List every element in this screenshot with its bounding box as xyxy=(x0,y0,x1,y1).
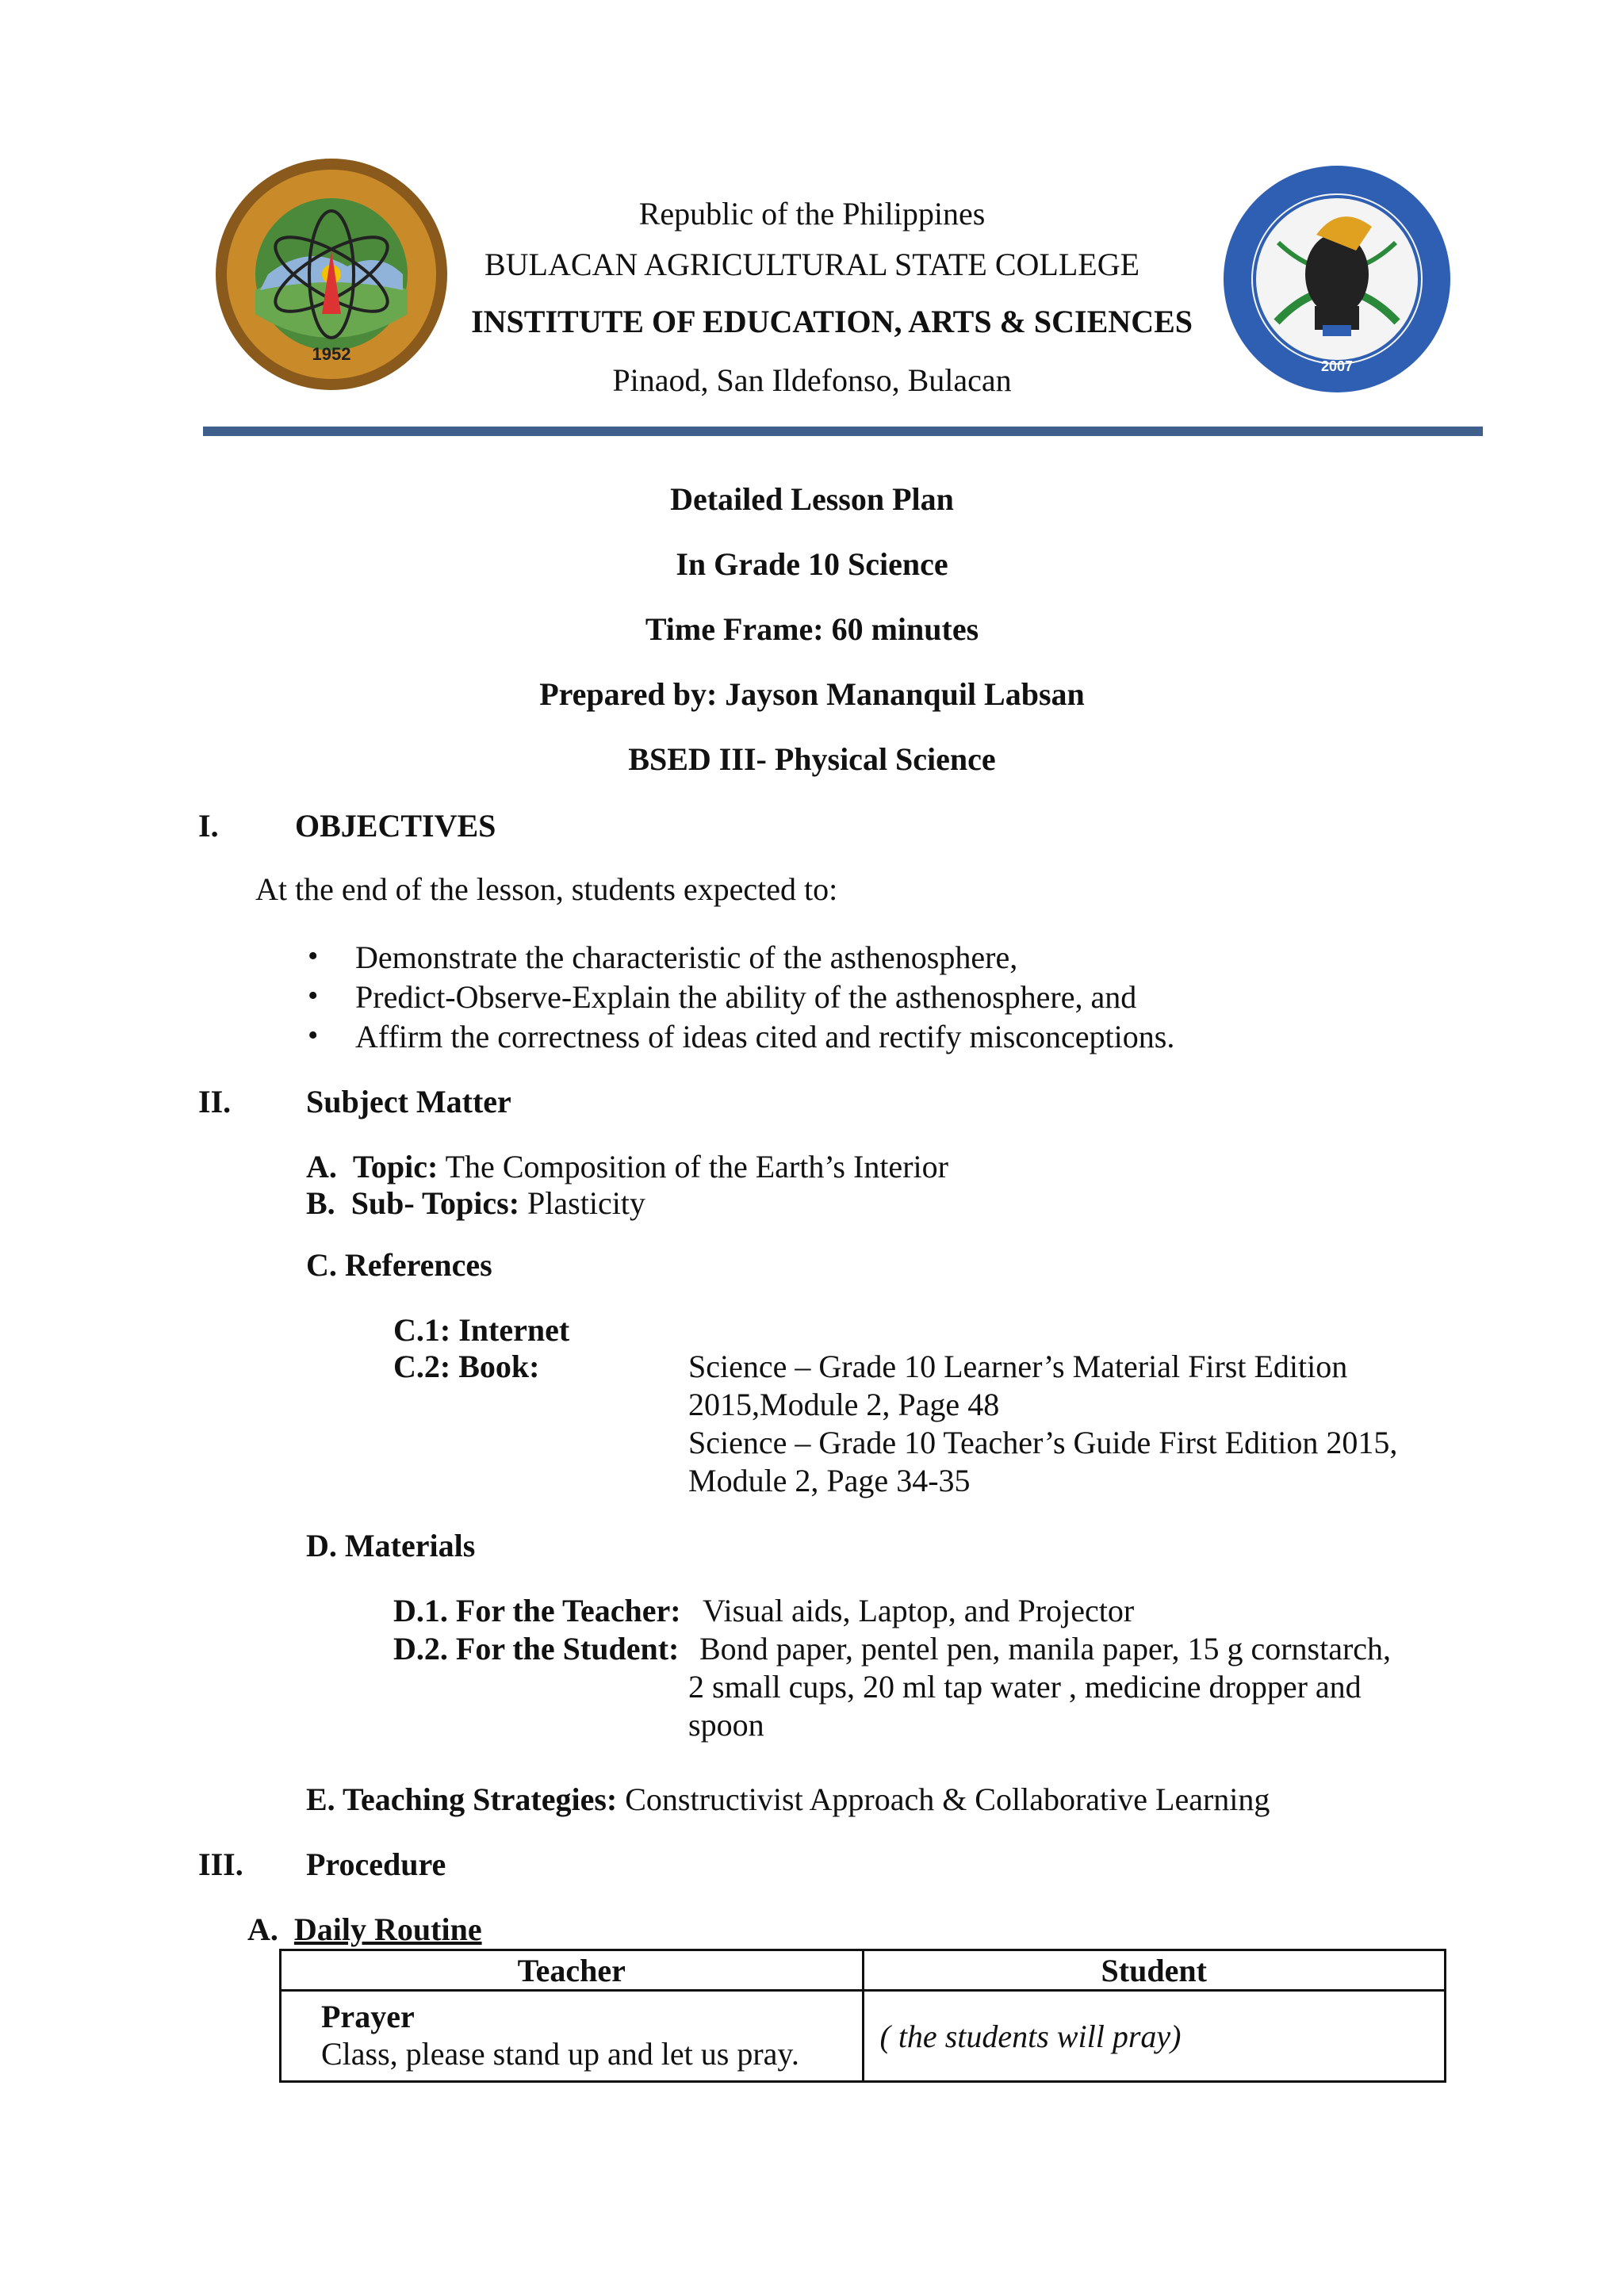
subject-subtopic-row xyxy=(306,1184,645,1222)
table-header-row xyxy=(281,1950,1446,1991)
materials-student-line: Bond paper, pentel pen, manila paper, 15 g cornstarch, xyxy=(699,1631,1392,1667)
section-number-subject: II. xyxy=(198,1084,232,1119)
reference-book-line: Science – Grade 10 Learner’s Material First Edition xyxy=(688,1349,1348,1384)
reference-book-line: Science – Grade 10 Teacher’s Guide First Edition 2015, xyxy=(688,1425,1398,1460)
seal-year: 1952 xyxy=(312,344,351,364)
section-number-procedure: III. xyxy=(198,1846,243,1882)
table-row xyxy=(281,1991,1446,2082)
section-number-objectives: I. xyxy=(198,808,219,844)
teaching-strategies-key: E. Teaching Strategies: xyxy=(306,1781,618,1817)
teaching-strategies-row xyxy=(306,1781,1270,1818)
subject-topic-row xyxy=(306,1148,948,1185)
header-divider xyxy=(203,427,1483,436)
subtopic-value: Plasticity xyxy=(527,1185,645,1221)
daily-routine-heading xyxy=(247,1911,482,1948)
topic-value: The Composition of the Earth’s Interior xyxy=(445,1149,948,1184)
header-address: Pinaod, San Ildefonso, Bulacan xyxy=(612,362,1012,398)
doc-course: BSED III- Physical Science xyxy=(628,741,996,777)
objective-item: • Affirm the correctness of ideas cited and rectify misconceptions. xyxy=(355,1018,1174,1055)
row-heading-prayer: Prayer xyxy=(321,1999,415,2034)
objective-item: • Demonstrate the characteristic of the asthenosphere, xyxy=(355,939,1017,976)
materials-student-key: D.2. For the Student: xyxy=(393,1631,680,1667)
objectives-intro: At the end of the lesson, students expected to: xyxy=(255,871,838,907)
topic-label: A. xyxy=(306,1149,337,1184)
topic-key: Topic: xyxy=(352,1149,439,1184)
section-title-procedure: Procedure xyxy=(306,1846,446,1882)
daily-routine-table xyxy=(279,1949,1446,2083)
column-header-teacher: Teacher xyxy=(281,1950,864,1991)
reference-book-line: Module 2, Page 34-35 xyxy=(688,1463,971,1498)
seal-year: 2007 xyxy=(1320,358,1354,374)
section-title-subject: Subject Matter xyxy=(306,1084,511,1119)
materials-heading: D. Materials xyxy=(306,1528,476,1563)
references-heading: C. References xyxy=(306,1247,492,1283)
materials-teacher-key: D.1. For the Teacher: xyxy=(393,1593,681,1628)
column-header-student: Student xyxy=(863,1950,1446,1991)
subtopic-key: Sub- Topics: xyxy=(350,1185,520,1221)
section-title-objectives: OBJECTIVES xyxy=(295,808,496,844)
materials-student-line: 2 small cups, 20 ml tap water , medicine dropper and xyxy=(688,1669,1362,1705)
teacher-line: Class, please stand up and let us pray. xyxy=(321,2036,799,2072)
header-college-name: BULACAN AGRICULTURAL STATE COLLEGE xyxy=(484,247,1140,282)
header-institute-name: INSTITUTE OF EDUCATION, ARTS & SCIENCES xyxy=(471,304,1193,339)
teacher-cell xyxy=(281,1991,864,2082)
doc-prepared-by: Prepared by: Jayson Mananquil Labsan xyxy=(539,676,1085,712)
teaching-strategies-value: Constructivist Approach & Collaborative Learning xyxy=(625,1781,1270,1817)
reference-internet: C.1: Internet xyxy=(393,1312,570,1348)
subtopic-label: B. xyxy=(306,1185,335,1221)
daily-routine-title: Daily Routine xyxy=(293,1911,482,1947)
daily-routine-label: A. xyxy=(247,1911,278,1947)
doc-grade: In Grade 10 Science xyxy=(676,546,948,582)
student-cell: ( the students will pray) xyxy=(863,1991,1446,2082)
reference-book-key: C.2: Book: xyxy=(393,1349,540,1384)
materials-teacher-value: Visual aids, Laptop, and Projector xyxy=(703,1593,1135,1628)
materials-student-line: spoon xyxy=(688,1707,764,1743)
doc-title: Detailed Lesson Plan xyxy=(670,481,954,517)
doc-time-frame: Time Frame: 60 minutes xyxy=(645,611,979,647)
header-republic: Republic of the Philippines xyxy=(638,196,986,232)
objective-item: • Predict-Observe-Explain the ability of the asthenosphere, and xyxy=(355,978,1136,1016)
reference-book-line: 2015,Module 2, Page 48 xyxy=(688,1387,1000,1422)
